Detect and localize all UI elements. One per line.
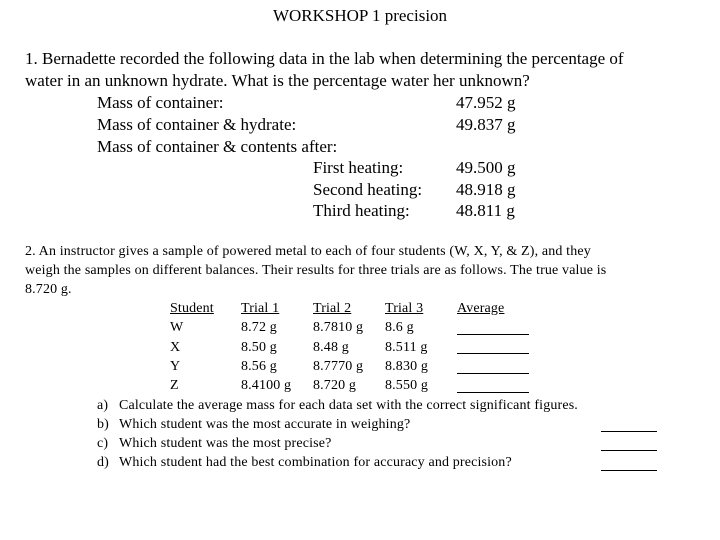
subquestion-text: Which student had the best combination for accuracy and precision? [119,455,512,470]
subquestion-letter: a) [97,398,109,413]
table-header-student: Student [170,301,214,316]
table-header-trial-2: Trial 2 [313,301,352,316]
page-title: WORKSHOP 1 precision [272,6,448,25]
subquestion-letter: c) [97,436,109,451]
table-header-trial-1: Trial 1 [241,301,280,316]
q1-label-third-heating: Third heating: [313,201,410,220]
table-header-trial-3: Trial 3 [385,301,424,316]
table-cell-student: W [170,320,184,335]
table-cell-trial-2: 8.7810 g [313,320,364,335]
average-answer-blank[interactable] [457,373,529,374]
table-cell-trial-1: 8.50 g [241,340,277,355]
q1-label-first-heating: First heating: [313,158,404,177]
answer-blank[interactable] [601,470,657,471]
average-answer-blank[interactable] [457,392,529,393]
subquestion-text: Calculate the average mass for each data set with the correct significant figures. [119,398,578,413]
q1-label-container-hydrate: Mass of container & hydrate: [97,115,297,134]
table-cell-trial-2: 8.720 g [313,378,357,393]
q1-value-container: 47.952 g [456,93,516,112]
table-cell-trial-3: 8.6 g [385,320,414,335]
table-cell-student: Z [170,378,179,393]
q1-line-1: 1. Bernadette recorded the following data in the lab when determining the percentage of [25,49,624,68]
table-header-average: Average [457,301,505,316]
table-cell-trial-1: 8.56 g [241,359,277,374]
table-cell-trial-3: 8.550 g [385,378,429,393]
q1-line-2: water in an unknown hydrate. What is the percentage water her unknown? [25,71,530,90]
q2-line-2: weigh the samples on different balances. Their results for three trials are as follows. The true value is [25,263,607,278]
answer-blank[interactable] [601,450,657,451]
q1-value-third-heating: 48.811 g [456,201,515,220]
q1-value-first-heating: 49.500 g [456,158,516,177]
q1-label-second-heating: Second heating: [313,180,423,199]
q2-line-3: 8.720 g. [25,282,72,297]
average-answer-blank[interactable] [457,353,529,354]
q2-line-1: 2. An instructor gives a sample of powered metal to each of four students (W, X, Y, & Z), and they [25,244,591,259]
table-cell-student: X [170,340,181,355]
q1-label-contents-after: Mass of container & contents after: [97,137,338,156]
table-cell-trial-3: 8.830 g [385,359,429,374]
table-cell-trial-2: 8.7770 g [313,359,364,374]
table-cell-trial-2: 8.48 g [313,340,349,355]
q1-label-container: Mass of container: [97,93,224,112]
subquestion-letter: d) [97,455,109,470]
table-cell-trial-1: 8.4100 g [241,378,292,393]
subquestion-text: Which student was the most precise? [119,436,332,451]
q1-value-container-hydrate: 49.837 g [456,115,516,134]
answer-blank[interactable] [601,431,657,432]
average-answer-blank[interactable] [457,334,529,335]
table-cell-student: Y [170,359,181,374]
subquestion-letter: b) [97,417,109,432]
table-cell-trial-3: 8.511 g [385,340,428,355]
subquestion-text: Which student was the most accurate in weighing? [119,417,411,432]
q1-value-second-heating: 48.918 g [456,180,516,199]
table-cell-trial-1: 8.72 g [241,320,277,335]
